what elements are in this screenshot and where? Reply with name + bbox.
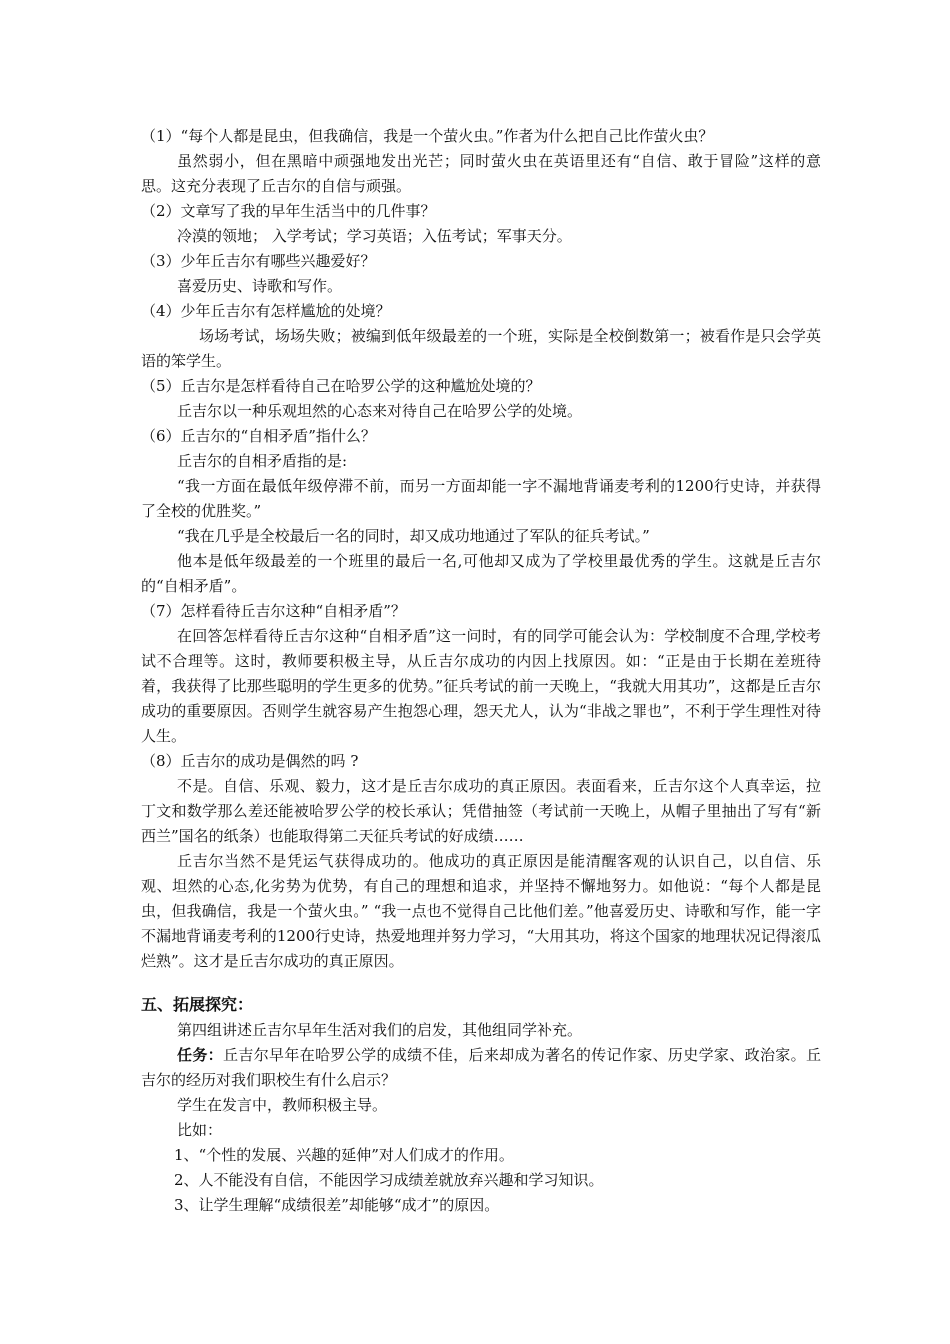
example-item-3: 3、让学生理解“成绩很差”却能够“成才”的原因。 <box>174 1196 500 1214</box>
question-line: （8）丘吉尔的成功是偶然的吗 ? <box>141 752 359 770</box>
section-heading: 五、拓展探究： <box>141 995 254 1014</box>
answer-paragraph: 他本是低年级最差的一个班里的最后一名,可他却又成为了学校里最优秀的学生。这就是丘吉尔的“自相矛盾”。 <box>141 552 821 595</box>
answer-paragraph: 冷漠的领地； 入学考试；学习英语；入伍考试；军事天分。 <box>177 227 572 245</box>
answer-paragraph: 喜爱历史、诗歌和写作。 <box>177 277 343 295</box>
question-line: （5）丘吉尔是怎样看待自己在哈罗公学的这种尴尬处境的？ <box>141 377 541 395</box>
answer-paragraph: 虽然弱小，但在黑暗中顽强地发出光芒；同时萤火虫在英语里还有“自信、敢于冒险”这样的意思。这充分表现了丘吉尔的自信与顽强。 <box>141 152 821 195</box>
answer-paragraph: 丘吉尔的自相矛盾指的是: <box>177 452 348 470</box>
task-text: 丘吉尔早年在哈罗公学的成绩不佳，后来却成为著名的传记作家、历史学家、政治家。丘吉尔的经历对我们职校生有什么启示？ <box>141 1046 821 1089</box>
task-paragraph <box>141 1043 821 1093</box>
section-intro: 第四组讲述丘吉尔早年生活对我们的启发，其他组同学补充。 <box>177 1021 583 1039</box>
example-item-2: 2、人不能没有自信，不能因学习成绩差就放弃兴趣和学习知识。 <box>174 1171 604 1189</box>
question-line: （2）文章写了我的早年生活当中的几件事？ <box>141 202 436 220</box>
answer-paragraph: “我一方面在最低年级停滞不前，而另一方面却能一字不漏地背诵麦考利的1200行史诗，并获得了全校的优胜奖。” <box>141 477 821 520</box>
question-line: （1）“每个人都是昆虫，但我确信，我是一个萤火虫。”作者为什么把自己比作萤火虫？ <box>141 127 714 145</box>
document-body <box>141 124 821 1218</box>
answer-paragraph: 丘吉尔当然不是凭运气获得成功的。他成功的真正原因是能清醒客观的认识自己，以自信、乐观、坦然的心态,化劣势为优势，有自己的理想和追求，并坚持不懈地努力。如他说：“每个人都是昆虫，但我确信，我是一个萤火虫。” “我一点也不觉得自己比他们差。”他喜爱历史、诗歌和写作，能一字不漏地背诵麦考利的1200行史诗，热爱地理并努力学习，“大用其功，将这个国家的地理状况记得滚瓜烂熟”。这才是丘吉尔成功的真正原因。 <box>141 852 821 970</box>
answer-paragraph: 在回答怎样看待丘吉尔这种“自相矛盾”这一问时，有的同学可能会认为：学校制度不合理,学校考试不合理等。这时，教师要积极主导，从丘吉尔成功的内因上找原因。如：“正是由于长期在差班待着，我获得了比那些聪明的学生更多的优势。”征兵考试的前一天晚上，“我就大用其功”，这都是丘吉尔成功的重要原因。否则学生就容易产生抱怨心理，怨天尤人，认为“非战之罪也”，不利于学生理性对待人生。 <box>141 627 821 745</box>
task-label: 任务： <box>177 1046 224 1064</box>
question-line: （4）少年丘吉尔有怎样尴尬的处境？ <box>141 302 391 320</box>
answer-paragraph: “我在几乎是全校最后一名的同时，却又成功地通过了军队的征兵考试。” <box>177 527 650 545</box>
question-answer-list <box>141 124 821 974</box>
answer-paragraph: 不是。自信、乐观、毅力，这才是丘吉尔成功的真正原因。表面看来，丘吉尔这个人真幸运，拉丁文和数学那么差还能被哈罗公学的校长承认；凭借抽签（考试前一天晚上，从帽子里抽出了写有“新西兰”国名的纸条）也能取得第二天征兵考试的好成绩…… <box>141 777 821 845</box>
question-line: （7）怎样看待丘吉尔这种“自相矛盾”？ <box>141 602 406 620</box>
question-line: （6）丘吉尔的“自相矛盾”指什么？ <box>141 427 376 445</box>
answer-paragraph: 场场考试，场场失败；被编到低年级最差的一个班，实际是全校倒数第一；被看作是只会学英语的笨学生。 <box>141 327 821 370</box>
question-line: （3）少年丘吉尔有哪些兴趣爱好？ <box>141 252 376 270</box>
guide-text: 学生在发言中，教师积极主导。 <box>177 1096 388 1114</box>
example-item-1: 1、“个性的发展、兴趣的延伸”对人们成才的作用。 <box>174 1146 514 1164</box>
example-intro: 比如： <box>177 1121 223 1139</box>
answer-paragraph: 丘吉尔以一种乐观坦然的心态来对待自己在哈罗公学的处境。 <box>177 402 583 420</box>
